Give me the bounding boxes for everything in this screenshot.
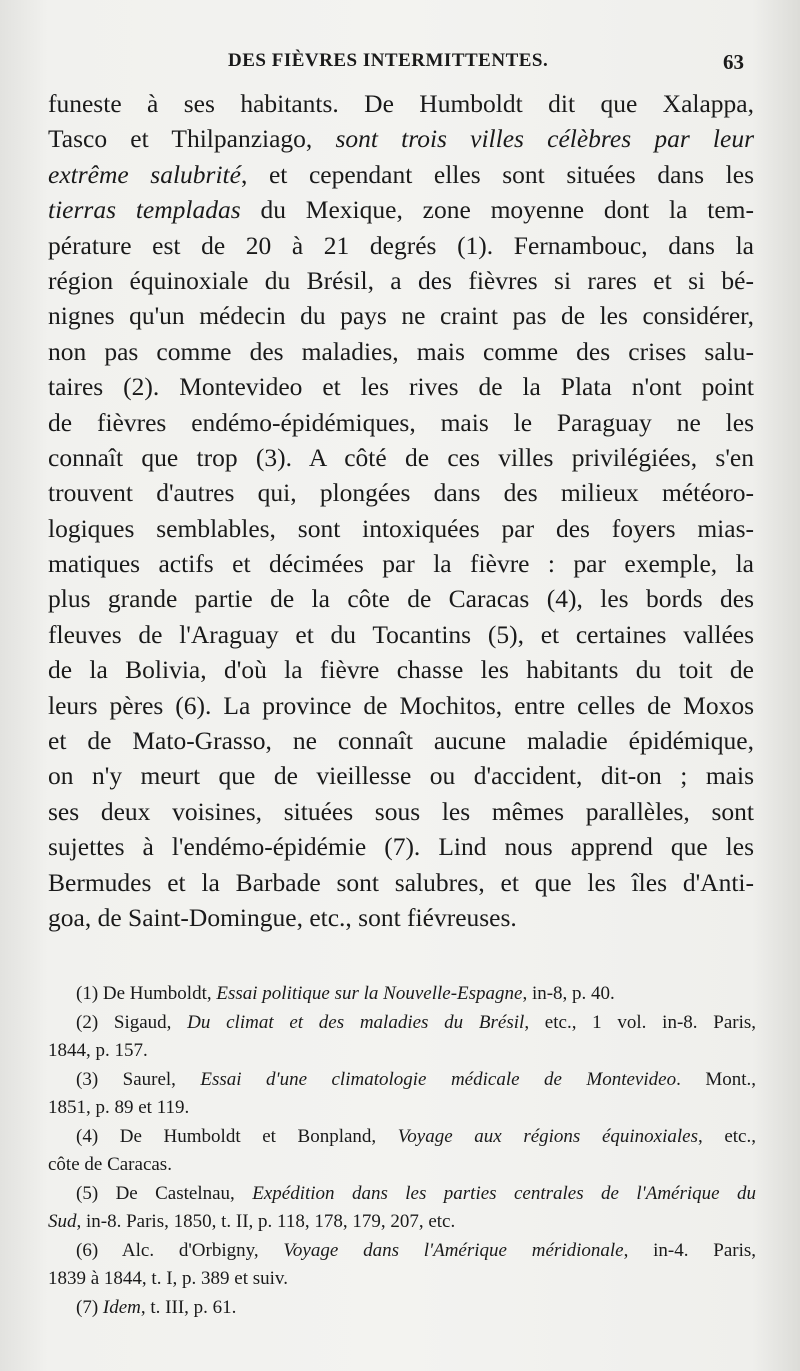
- footnote-5: (5) De Castelnau, Expédition dans les parties centrales de l'Amérique du: [76, 1182, 757, 1204]
- body-line: de la Bolivia, d'où la fièvre chasse les habitants du toit de: [48, 655, 754, 685]
- page-header: [48, 50, 752, 78]
- body-line: on n'y meurt que de vieillesse ou d'accident, dit-on ; mais: [48, 761, 754, 791]
- body-line: région équinoxiale du Brésil, a des fièvres si rares et si bé-: [48, 265, 754, 295]
- body-line: plus grande partie de la côte de Caracas (4), les bords des: [48, 584, 754, 614]
- footnote-6: (6) Alc. d'Orbigny, Voyage dans l'Amérique méridionale, in-4. Paris,: [76, 1239, 757, 1261]
- body-line: leurs pères (6). La province de Mochitos, entre celles de Moxos: [48, 690, 754, 720]
- footnote-1: (1) De Humboldt, Essai politique sur la Nouvelle-Espagne, in-8, p. 40.: [76, 983, 615, 1004]
- body-line: et de Mato-Grasso, ne connaît aucune maladie épidémique,: [48, 726, 754, 756]
- footnote-6-cont: 1839 à 1844, t. I, p. 389 et suiv.: [48, 1268, 288, 1289]
- footnote-2: (2) Sigaud, Du climat et des maladies du Brésil, etc., 1 vol. in-8. Paris,: [76, 1011, 757, 1033]
- body-line: funeste à ses habitants. De Humboldt dit que Xalappa,: [48, 89, 754, 118]
- body-line: sujettes à l'endémo-épidémie (7). Lind nous apprend que les: [48, 832, 754, 862]
- body-line: goa, de Saint-Domingue, etc., sont fiévreuses.: [48, 902, 517, 932]
- body-line: nignes qu'un médecin du pays ne craint pas de les considérer,: [48, 301, 754, 331]
- body-line: logiques semblables, sont intoxiquées par des foyers mias-: [48, 513, 754, 543]
- body-line: matiques actifs et décimées par la fièvre : par exemple, la: [48, 549, 754, 579]
- footnotes: [48, 980, 756, 1322]
- body-line: tierras templadas du Mexique, zone moyenne dont la tem-: [48, 195, 754, 225]
- body-line: Tasco et Thilpanziago, sont trois villes célèbres par leur: [48, 124, 754, 154]
- body-line: taires (2). Montevideo et les rives de la Plata n'ont point: [48, 372, 754, 402]
- body-line: extrême salubrité, et cependant elles sont situées dans les: [48, 159, 754, 189]
- body-line: ses deux voisines, situées sous les mêmes parallèles, sont: [48, 796, 754, 826]
- footnote-7: (7) Idem, t. III, p. 61.: [76, 1296, 237, 1318]
- body-text: [48, 86, 754, 935]
- running-title: DES FIÈVRES INTERMITTENTES.: [228, 50, 549, 71]
- page-number: 63: [723, 50, 744, 74]
- body-line: non pas comme des maladies, mais comme des crises salu-: [48, 336, 754, 366]
- footnote-3-cont: 1851, p. 89 et 119.: [48, 1097, 190, 1118]
- footnote-2-cont: 1844, p. 157.: [48, 1040, 148, 1061]
- body-line: pérature est de 20 à 21 degrés (1). Fernambouc, dans la: [48, 230, 754, 260]
- body-line: Bermudes et la Barbade sont salubres, et que les îles d'Anti-: [48, 867, 754, 897]
- footnote-3: (3) Saurel, Essai d'une climatologie médicale de Montevideo. Mont.,: [76, 1068, 756, 1090]
- footnote-4: (4) De Humboldt et Bonpland, Voyage aux régions équinoxiales, etc.,: [76, 1125, 756, 1147]
- footnote-4-cont: côte de Caracas.: [48, 1154, 172, 1175]
- body-line: connaît que trop (3). A côté de ces villes privilégiées, s'en: [48, 442, 754, 472]
- body-line: fleuves de l'Araguay et du Tocantins (5), et certaines vallées: [48, 619, 754, 649]
- body-line: de fièvres endémo-épidémiques, mais le Paraguay ne les: [48, 407, 754, 437]
- body-line: trouvent d'autres qui, plongées dans des milieux météoro-: [48, 478, 754, 508]
- footnote-5-cont: Sud, in-8. Paris, 1850, t. II, p. 118, 178, 179, 207, etc.: [48, 1211, 456, 1232]
